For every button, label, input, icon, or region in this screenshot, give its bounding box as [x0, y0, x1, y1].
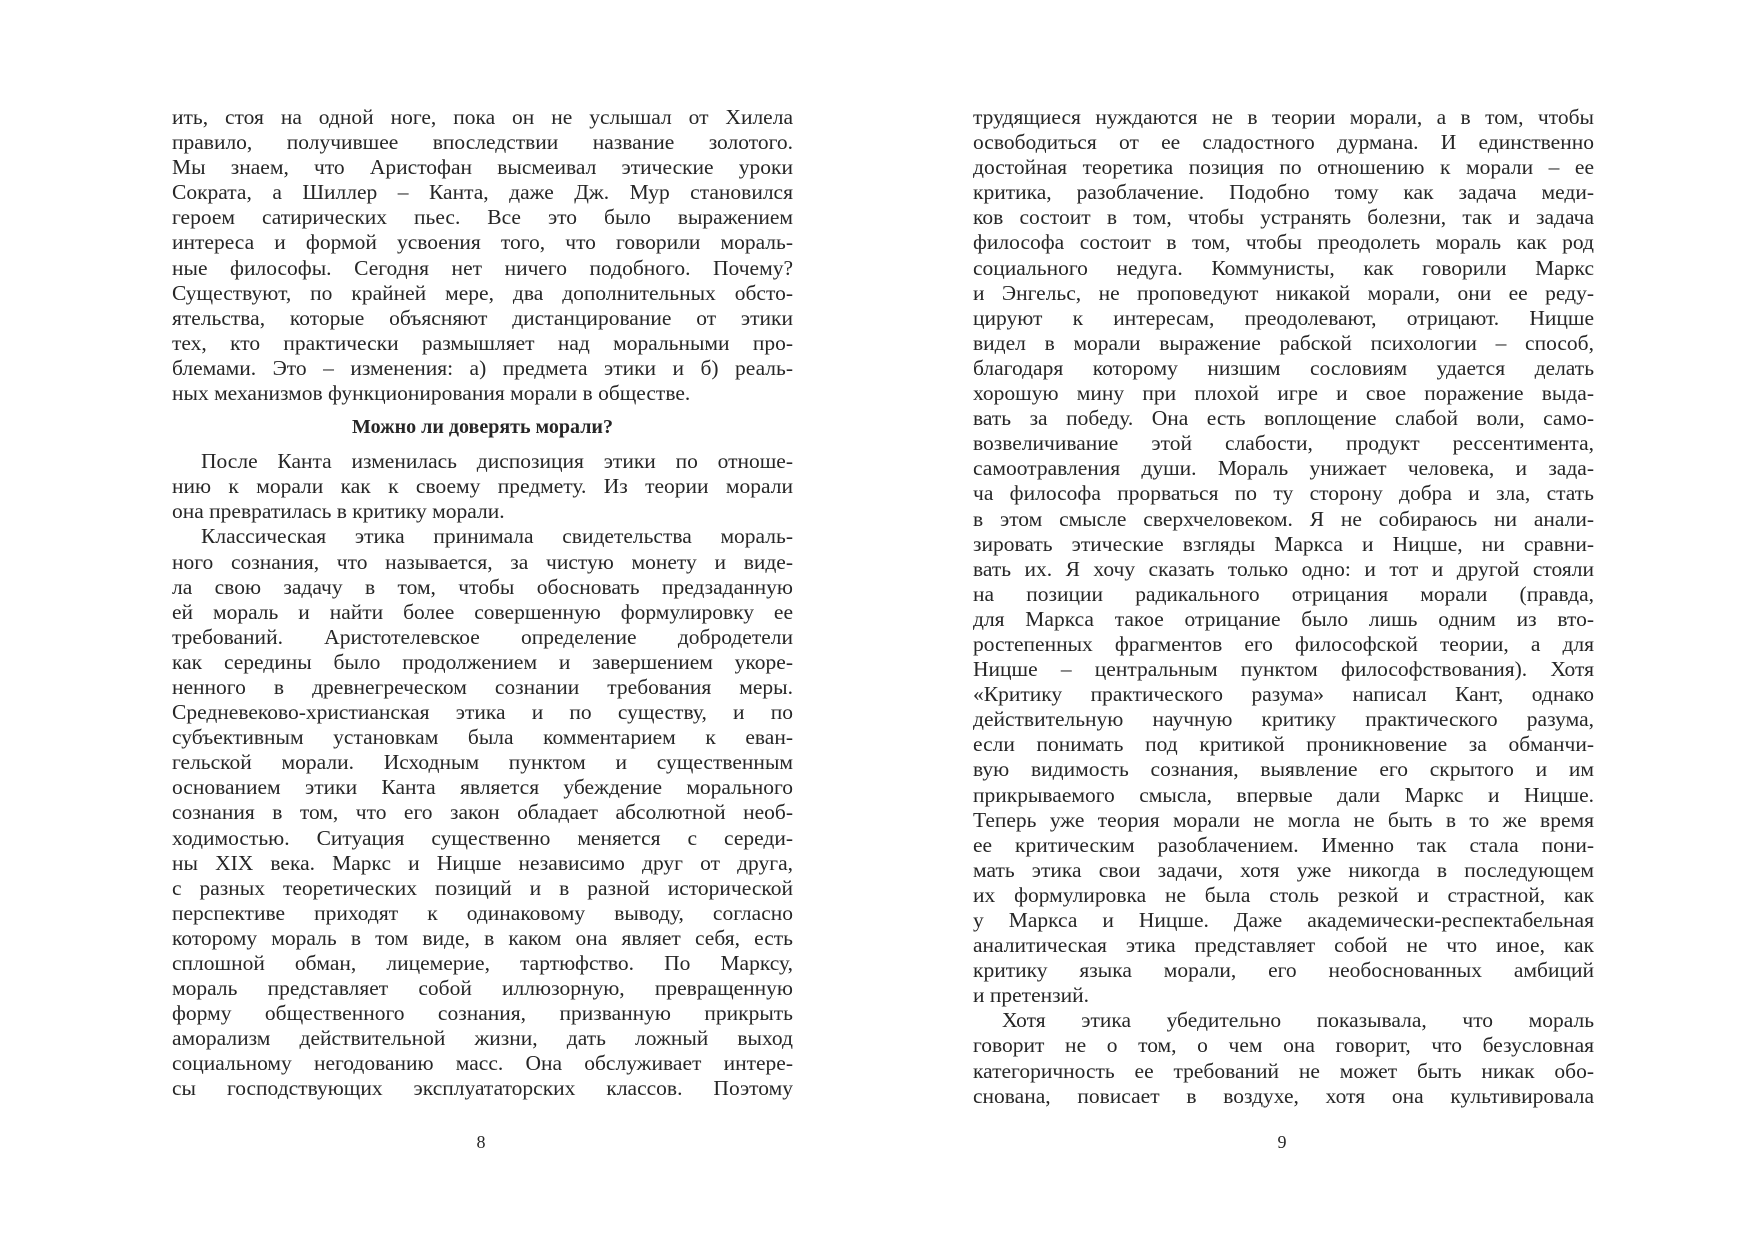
text-line: героем сатирических пьес. Все это было выражением [172, 205, 793, 230]
text-line: основанием этики Канта является убеждение морального [172, 775, 793, 800]
text-line: как середины было продолжением и завершением укоре- [172, 649, 793, 674]
text-line: После Канта изменилась диспозиция этики по отноше- [201, 449, 793, 474]
text-line: и претензий. [973, 983, 1090, 1008]
text-line: аморализм действительной жизни, дать ложный выход [172, 1026, 793, 1051]
text-line: ла свою задачу в том, чтобы обосновать предзаданную [172, 574, 793, 599]
text-line: которому мораль в том виде, в каком она являет себя, есть [172, 925, 793, 950]
text-line: вать их. Я хочу сказать только одно: и тот и другой стояли [973, 556, 1594, 581]
text-line: сы господствующих эксплуататорских классов. Поэтому [172, 1076, 793, 1101]
text-line: ные философы. Сегодня нет ничего подобного. Почему? [172, 255, 793, 280]
text-line: критику языка морали, его необоснованных амбиций [973, 958, 1594, 983]
text-line: говорит не о том, о чем она говорит, что безусловная [973, 1033, 1594, 1058]
text-line: блемами. Это – изменения: а) предмета этики и б) реаль- [172, 355, 793, 380]
text-line: в этом смысле сверхчеловеком. Я не собираюсь ни анали- [973, 506, 1594, 531]
text-line: требований. Аристотелевское определение добродетели [172, 624, 793, 649]
text-line: мораль представляет собой иллюзорную, превращенную [172, 976, 793, 1001]
text-line: ненного в древнегреческом сознании требования меры. [172, 674, 793, 699]
paragraph [973, 105, 1594, 1008]
text-line: философа состоит в том, чтобы преодолеть мораль как род [973, 230, 1594, 255]
text-line: ходимостью. Ситуация существенно меняется с середи- [172, 825, 793, 850]
text-line: гельской морали. Исходным пунктом и существенным [172, 750, 793, 775]
text-line: тех, кто практически размышляет над моральными про- [172, 330, 793, 355]
paragraph [172, 105, 793, 406]
text-line: трудящиеся нуждаются не в теории морали, а в том, чтобы [973, 105, 1594, 129]
text-line: для Маркса такое отрицание было лишь одним из вто- [973, 606, 1594, 631]
page-number-left: 8 [476, 1132, 486, 1152]
text-line: интереса и формой усвоения того, что говорили мораль- [172, 230, 793, 255]
text-line: Мы знаем, что Аристофан высмеивал этические уроки [172, 155, 793, 180]
text-line: ее критическим разоблачением. Именно так стала пони- [973, 832, 1594, 857]
text-line: если понимать под критикой проникновение за обманчи- [973, 732, 1594, 757]
paragraph [973, 1008, 1594, 1108]
text-line: нию к морали как к своему предмету. Из теории морали [172, 474, 793, 499]
text-line: Существуют, по крайней мере, два дополнительных обсто- [172, 280, 793, 305]
text-line: Средневеково-христианская этика и по существу, и по [172, 700, 793, 725]
text-line: вать за победу. Она есть воплощение слабой воли, само- [973, 406, 1594, 431]
text-line: мать этика свои задачи, хотя уже никогда в последующем [973, 857, 1594, 882]
text-line: и Энгельс, не проповедуют никакой морали, они ее реду- [973, 280, 1594, 305]
text-line: с разных теоретических позиций и в разной исторической [172, 875, 793, 900]
text-line: «Критику практического разума» написал Кант, однако [973, 682, 1594, 707]
text-line: самоотравления души. Мораль унижает человека, и зада- [973, 456, 1594, 481]
text-line: Сократа, а Шиллер – Канта, даже Дж. Мур становился [172, 180, 793, 205]
text-line: Классическая этика принимала свидетельства мораль- [201, 524, 793, 549]
text-line: ного сознания, что называется, за чистую монету и виде- [172, 549, 793, 574]
section-heading: Можно ли доверять морали? [352, 416, 613, 439]
text-line: ятельства, которые объясняют дистанцирование от этики [172, 305, 793, 330]
text-line: освободиться от ее сладостного дурмана. И единственно [973, 130, 1594, 155]
text-line: сознания в том, что его закон обладает абсолютной необ- [172, 800, 793, 825]
text-line: Теперь уже теория морали не могла не быть в то же время [973, 807, 1594, 832]
text-line: у Маркса и Ницше. Даже академически-респектабельная [973, 908, 1594, 932]
text-line: форму общественного сознания, призванную прикрыть [172, 1001, 793, 1026]
text-line: ей мораль и найти более совершенную формулировку ее [172, 599, 793, 624]
text-line: цируют к интересам, преодолевают, отрицают. Ницше [973, 305, 1594, 330]
text-line: хорошую мину при плохой игре и свое поражение выда- [973, 381, 1594, 406]
text-line: на позиции радикального отрицания морали (правда, [973, 581, 1594, 606]
text-line: ны XIX века. Маркс и Ницше независимо друг от друга, [172, 850, 793, 875]
text-line: ить, стоя на одной ноге, пока он не услышал от Хилела [172, 105, 793, 129]
text-line: благодаря которому низшим сословиям удается делать [973, 355, 1594, 380]
text-line: ков состоит в том, чтобы устранять болезни, так и задача [973, 205, 1594, 230]
text-line: ростепенных фрагментов его философской теории, а для [973, 631, 1594, 656]
text-line: социальному негодованию масс. Она обслуживает интере- [172, 1051, 793, 1076]
text-line: правило, получившее впоследствии название золотого. [172, 130, 793, 155]
text-line: ных механизмов функционирования морали в обществе. [172, 381, 691, 406]
text-line: перспективе приходят к одинаковому выводу, согласно [172, 900, 793, 925]
text-line: аналитическая этика представляет собой не что иное, как [973, 933, 1594, 958]
text-line: зировать этические взгляды Маркса и Ницше, ни сравни- [973, 531, 1594, 556]
text-line: Хотя этика убедительно показывала, что мораль [1002, 1008, 1594, 1033]
text-line: она превратилась в критику морали. [172, 499, 505, 524]
page-number-right: 9 [1277, 1132, 1287, 1152]
text-line: вую видимость сознания, выявление его скрытого и им [973, 757, 1594, 782]
text-line: сплошной обман, лицемерие, тартюфство. По Марксу, [172, 951, 793, 975]
text-line: категоричность ее требований не может быть никак обо- [973, 1058, 1594, 1083]
text-line: Ницше – центральным пунктом философствования). Хотя [973, 657, 1594, 682]
text-line: социального недуга. Коммунисты, как говорили Маркс [973, 255, 1594, 280]
paragraph [172, 524, 793, 1101]
page-left [172, 105, 793, 1102]
text-line: субъективным установкам была комментарием к еван- [172, 725, 793, 750]
text-line: снована, повисает в воздухе, хотя она культивировала [973, 1083, 1594, 1108]
page-right [973, 105, 1594, 1109]
text-line: достойная теоретика позиция по отношению к морали – ее [973, 155, 1594, 180]
text-line: ча философа прорваться по ту сторону добра и зла, стать [973, 481, 1594, 506]
text-line: видел в морали выражение рабской психологии – способ, [973, 330, 1594, 355]
paragraph [172, 449, 793, 524]
text-line: действительную научную критику практического разума, [973, 707, 1594, 732]
text-line: критика, разоблачение. Подобно тому как задача меди- [973, 180, 1594, 205]
text-line: прикрываемого смысла, впервые дали Маркс и Ницше. [973, 782, 1594, 807]
text-line: их формулировка не была столь резкой и страстной, как [973, 882, 1594, 907]
text-line: возвеличивание этой слабости, продукт рессентимента, [973, 431, 1594, 456]
